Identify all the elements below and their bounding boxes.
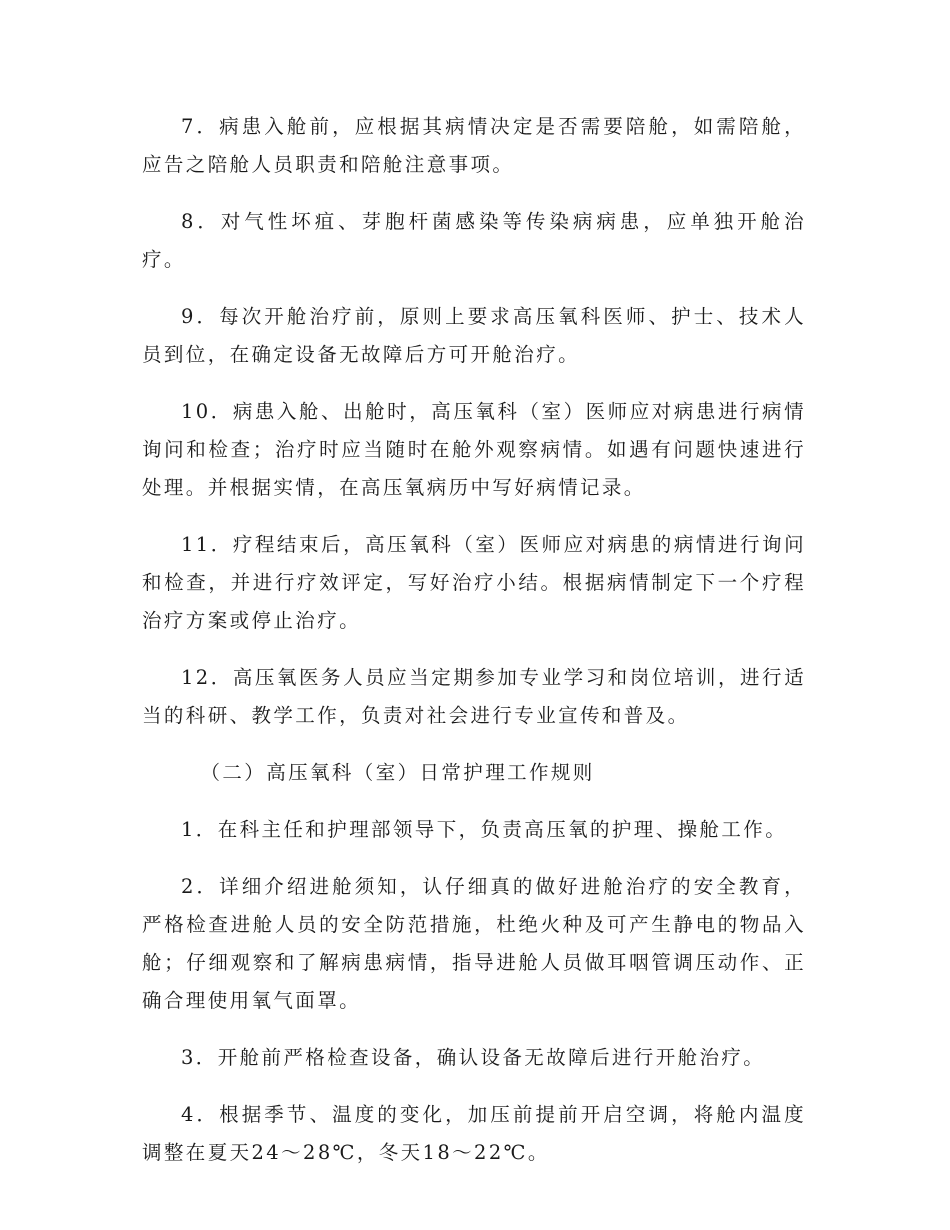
paragraph-item-9: 9．每次开舱治疗前，原则上要求高压氧科医师、护士、技术人员到位，在确定设备无故障后方可开舱治疗。 — [142, 305, 806, 366]
paragraph-item-7: 7．病患入舱前，应根据其病情决定是否需要陪舱，如需陪舱，应告之陪舱人员职责和陪舱注意事项。 — [142, 115, 806, 176]
nursing-item-2: 2．详细介绍进舱须知，认仔细真的做好进舱治疗的安全教育，严格检查进舱人员的安全防范措施，杜绝火种及可产生静电的物品入舱；仔细观察和了解病患病情，指导进舱人员做耳咽管调压动作、正确合理使用氧气面罩。 — [142, 875, 806, 1012]
paragraph-item-11: 11．疗程结束后，高压氧科（室）医师应对病患的病情进行询问和检查，并进行疗效评定，写好治疗小结。根据病情制定下一个疗程治疗方案或停止治疗。 — [142, 533, 806, 632]
document-body — [142, 108, 806, 1191]
section-heading: （二）高压氧科（室）日常护理工作规则 — [200, 761, 595, 784]
paragraph-item-8: 8．对气性坏疽、芽胞杆菌感染等传染病病患，应单独开舱治疗。 — [142, 210, 806, 271]
nursing-item-4: 4．根据季节、温度的变化，加压前提前开启空调，将舱内温度调整在夏天24～28℃，冬天18～22℃。 — [142, 1103, 806, 1164]
paragraph-item-12: 12．高压氧医务人员应当定期参加专业学习和岗位培训，进行适当的科研、教学工作，负责对社会进行专业宣传和普及。 — [142, 666, 806, 727]
nursing-item-3: 3．开舱前严格检查设备，确认设备无故障后进行开舱治疗。 — [181, 1046, 766, 1069]
nursing-item-1: 1．在科主任和护理部领导下，负责高压氧的护理、操舱工作。 — [181, 818, 788, 841]
paragraph-item-10: 10．病患入舱、出舱时，高压氧科（室）医师应对病患进行病情询问和检查；治疗时应当随时在舱外观察病情。如遇有问题快速进行处理。并根据实情，在高压氧病历中写好病情记录。 — [142, 400, 806, 499]
